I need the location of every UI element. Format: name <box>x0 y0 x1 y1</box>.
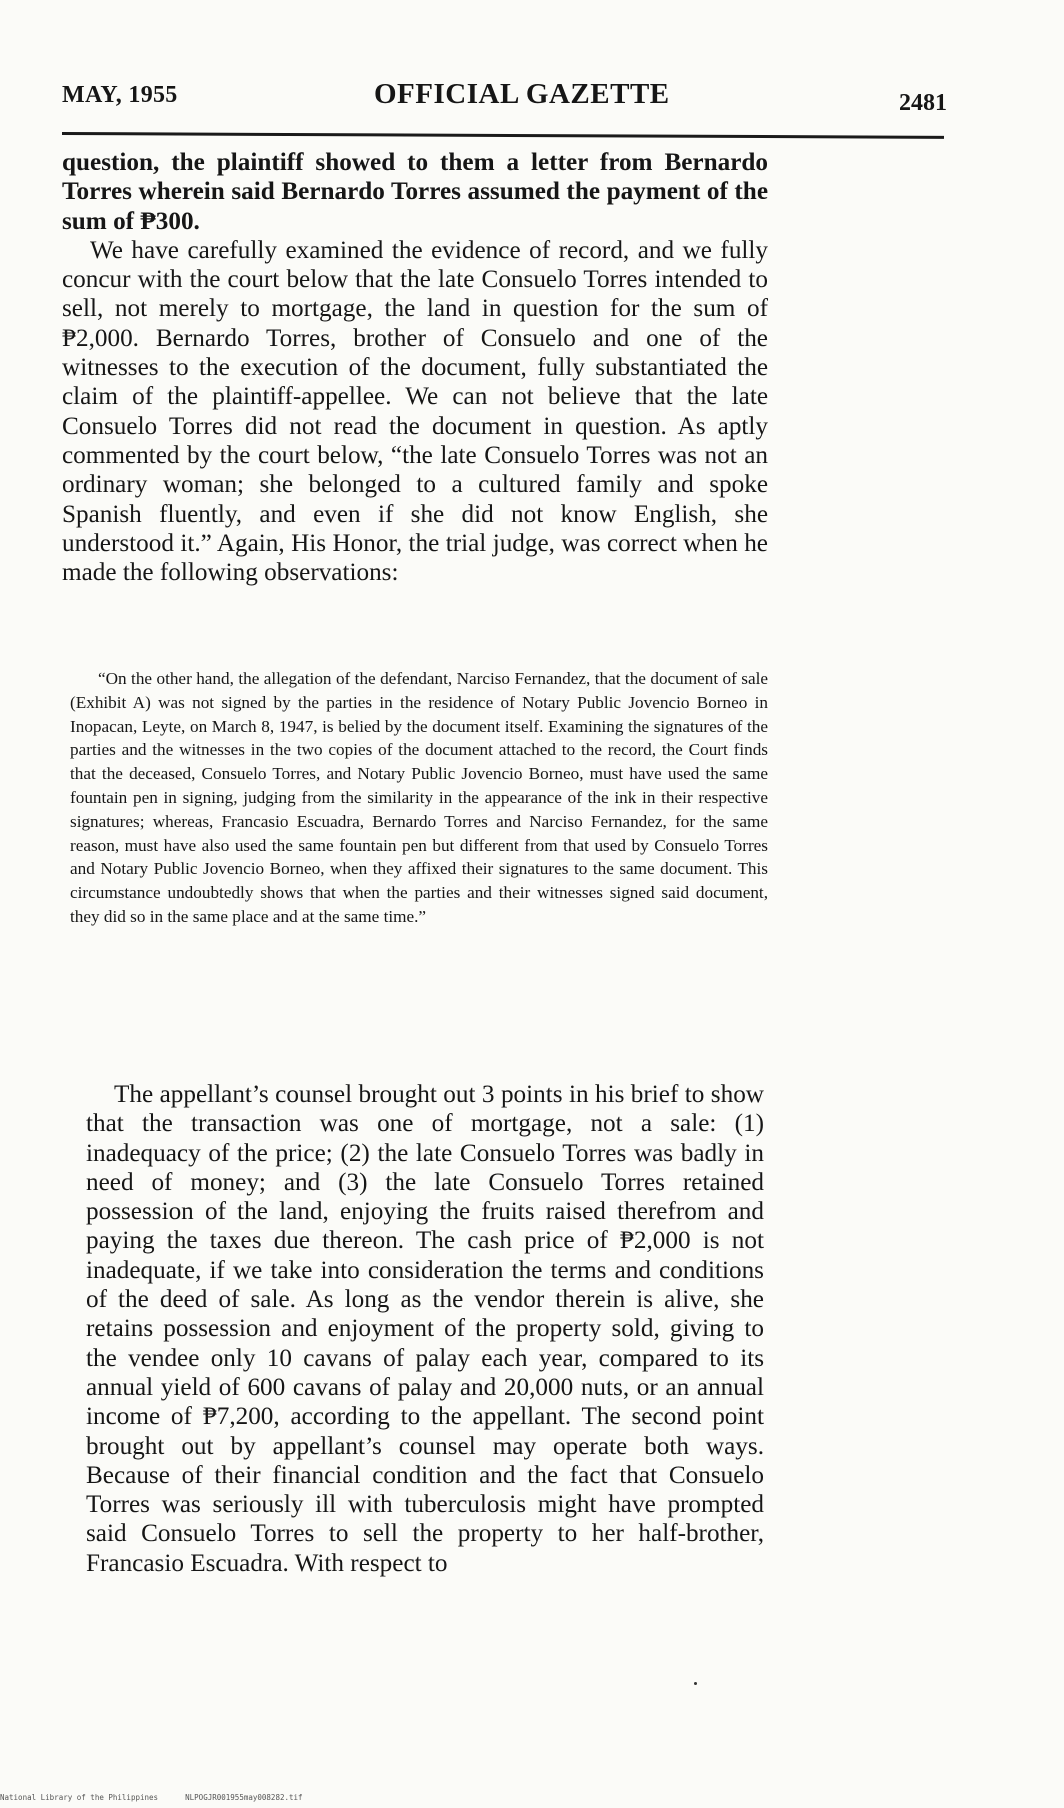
body-text-bottom <box>86 1080 764 1578</box>
header-rule <box>62 132 944 139</box>
page-header <box>62 78 947 126</box>
body-text-top <box>62 148 768 587</box>
header-publication-title: OFFICIAL GAZETTE <box>374 78 670 110</box>
header-page-number: 2481 <box>899 90 947 116</box>
block-quote-observations: “On the other hand, the allegation of the defendant, Narciso Fernandez, that the document of sale (Exhibit A) was not signed by the parties in the residence of Notary Public Jovencio Borneo in Inopacan, Leyte, on March 8, 1947, is belied by the document itself. Examining the signatures of the parties and the witnesses in the two copies of the document attached to the record, the Court finds that the deceased, Consuelo Torres, and Notary Public Jovencio Borneo, must have used the same fountain pen in signing, judging from the similarity in the appearance of the ink in their respective signatures; whereas, Francasio Escuadra, Bernardo Torres and Narciso Fernandez, for the same reason, must have also used the same fountain pen but different from that used by Consuelo Torres and Notary Public Jovencio Borneo, when they affixed their signatures to the same document. This circumstance undoubtedly shows that when the parties and their witnesses signed said document, they did so in the same place and at the same time.” <box>70 669 768 926</box>
paragraph-evidence: We have carefully examined the evidence of record, and we fully concur with the court below that the late Consuelo Torres intended to sell, not merely to mortgage, the land in question for the sum of ₱2,000. Bernardo Torres, brother of Consuelo and one of the witnesses to the execution of the document, fully substantiated the claim of the plaintiff-appellee. We can not believe that the late Consuelo Torres did not read the document in question. As aptly commented by the court below, “the late Consuelo Torres was not an ordinary woman; she belonged to a cultured family and spoke Spanish fluently, and even if she did not know English, she understood it.” Again, His Honor, the trial judge, was correct when he made the following observations: <box>62 236 768 587</box>
header-date: MAY, 1955 <box>62 82 178 108</box>
footer-file-id: NLPOGJR001955may008282.tif <box>185 1793 303 1802</box>
paragraph-continuation: question, the plaintiff showed to them a letter from Bernardo Torres wherein said Bernardo Torres assumed the payment of the sum of ₱300. <box>62 149 768 235</box>
scan-footer <box>0 1793 303 1802</box>
footer-library: National Library of the Philippines <box>0 1793 159 1802</box>
paragraph-appellant-points: The appellant’s counsel brought out 3 points in his brief to show that the transaction was one of mortgage, not a sale: (1) inadequacy of the price; (2) the late Consuelo Torres was badly in need of money; and (3) the late Consuelo Torres retained possession of the land, enjoying the fruits raised therefrom and paying the taxes due thereon. The cash price of ₱2,000 is not inadequate, if we take into consideration the terms and conditions of the deed of sale. As long as the vendor therein is alive, she retains possession and enjoyment of the property sold, giving to the vendee only 10 cavans of palay each year, compared to its annual yield of 600 cavans of palay and 20,000 nuts, or an annual income of ₱7,200, according to the appellant. The second point brought out by appellant’s counsel may operate both ways. Because of their financial condition and the fact that Consuelo Torres was seriously ill with tuberculosis might have prompted said Consuelo Torres to sell the property to her half-brother, Francasio Escuadra. With respect to <box>86 1081 764 1577</box>
print-speck <box>694 1682 697 1685</box>
